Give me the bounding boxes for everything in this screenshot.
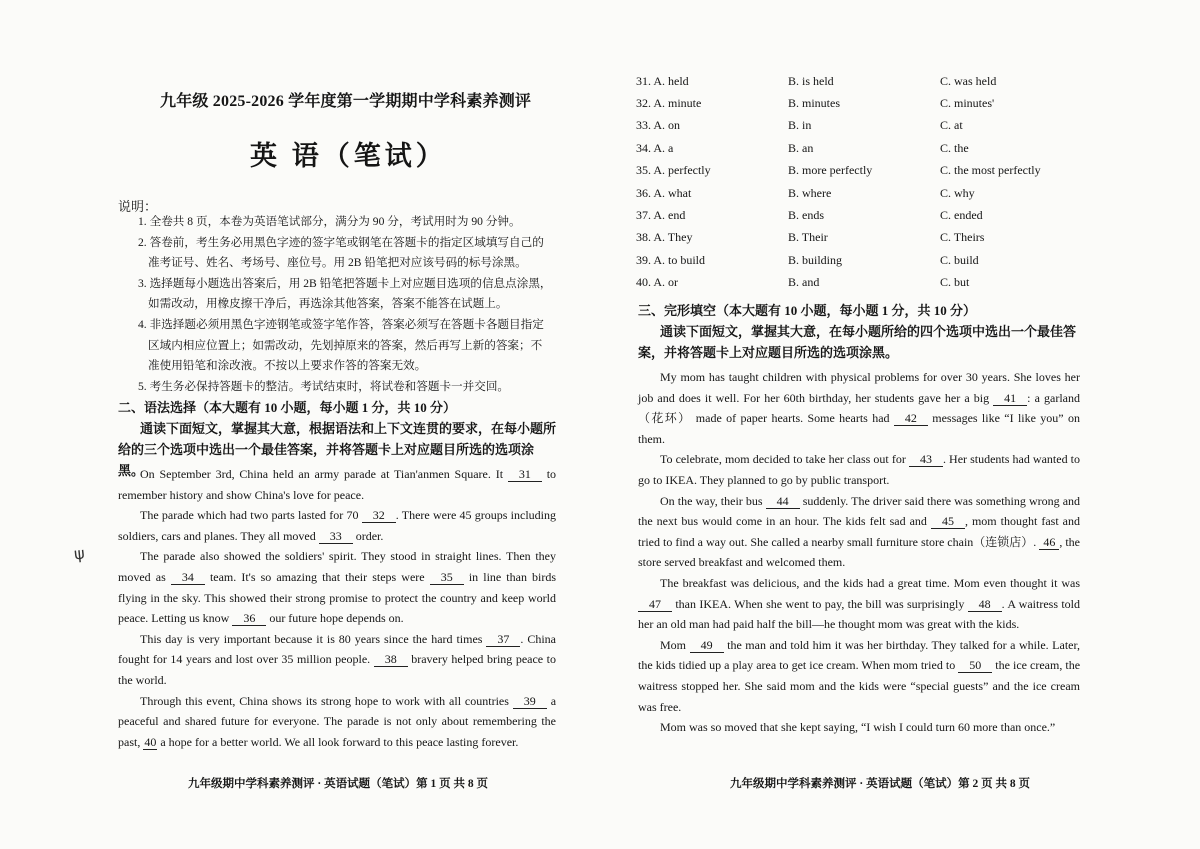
passage-text: . There were 45 groups including soldiers, cars and planes. They all moved bbox=[118, 508, 557, 543]
passage-text: the man and told him it was her birthday. They talked for a while. Later, the kids tidied up a play area to get ice cream. When mom tried to bbox=[638, 637, 1081, 673]
passage-paragraph bbox=[638, 449, 1080, 490]
passage-paragraph bbox=[118, 464, 556, 505]
option-c: C. ended bbox=[940, 208, 983, 223]
passage-text: The parade which had two parts lasted for 70 bbox=[140, 508, 359, 523]
option-c: C. why bbox=[940, 185, 975, 200]
passage-text: the ice cream, the waitress stopped her. She said mom and the kids were “special guests” and the ice cream was free. bbox=[638, 658, 1081, 714]
option-c: C. was held bbox=[940, 73, 997, 88]
blank-49: 49 bbox=[690, 638, 724, 653]
option-b: B. more perfectly bbox=[788, 163, 873, 178]
option-a: 40. A. or bbox=[636, 275, 678, 290]
passage-text: to remember history and show China's love for peace. bbox=[118, 467, 557, 502]
section-heading-cloze: 三、完形填空（本大题有 10 小题，每小题 1 分，共 10 分） bbox=[638, 303, 977, 318]
passage-text: On the way, their bus bbox=[660, 493, 763, 508]
option-b: B. minutes bbox=[788, 96, 841, 111]
note-line: 准使用铅笔和涂改液。不按以上要求作答的答案无效。 bbox=[148, 359, 427, 373]
option-b: B. is held bbox=[788, 73, 834, 88]
option-c: C. the most perfectly bbox=[940, 163, 1041, 178]
note-line: 2. 答卷前，考生务必用黑色字迹的签字笔或钢笔在答题卡的指定区域填写自己的 bbox=[138, 235, 544, 249]
passage-paragraph bbox=[638, 573, 1080, 635]
option-row bbox=[636, 182, 1156, 204]
passage-text: . China fought for 14 years and lost over 35 million people. bbox=[118, 631, 557, 667]
option-a: 34. A. a bbox=[636, 140, 674, 155]
passage-text: . A waitress told her an old man had paid half the bill—he thought mom was great with the kids. bbox=[638, 596, 1081, 632]
option-c: C. minutes' bbox=[940, 96, 995, 111]
passage-paragraph bbox=[118, 629, 556, 691]
option-b: B. Their bbox=[788, 230, 828, 245]
option-row bbox=[636, 92, 1156, 114]
option-c: C. at bbox=[940, 118, 963, 133]
passage-paragraph bbox=[118, 505, 556, 546]
blank-47: 47 bbox=[638, 597, 672, 612]
option-c: C. the bbox=[940, 140, 969, 155]
option-a: 35. A. perfectly bbox=[636, 163, 711, 178]
option-row bbox=[636, 204, 1156, 226]
passage-text: This day is very important because it is 80 years since the hard times bbox=[140, 631, 483, 646]
option-a: 33. A. on bbox=[636, 118, 681, 133]
option-row bbox=[636, 227, 1156, 249]
option-a: 39. A. to build bbox=[636, 252, 706, 267]
blank-32: 32 bbox=[362, 508, 396, 523]
blank-39: 39 bbox=[513, 694, 547, 709]
blank-33: 33 bbox=[319, 529, 353, 544]
passage-text: suddenly. The driver said there was something wrong and the next bus would come in an hour. The kids felt sad and bbox=[638, 493, 1081, 529]
blank-48: 48 bbox=[968, 597, 1002, 612]
blank-37: 37 bbox=[486, 632, 520, 647]
option-c: C. build bbox=[940, 252, 979, 267]
option-row bbox=[636, 272, 1156, 294]
notes-title: 说明： bbox=[118, 199, 158, 214]
passage-text: On September 3rd, China held an army parade at Tian'anmen Square. It bbox=[140, 467, 504, 481]
note-line: 4. 非选择题必须用黑色字迹钢笔或签字笔作答，答案必须写在答题卡各题目指定 bbox=[138, 317, 544, 331]
passage-text: The parade also showed the soldiers' spirit. They stood in straight lines. Then they moved as bbox=[118, 549, 556, 584]
notes-list bbox=[138, 212, 558, 397]
passage-text: than IKEA. When she went to pay, the bill was surprisingly bbox=[675, 596, 965, 611]
passage-text: To celebrate, mom decided to take her class out for bbox=[660, 452, 906, 467]
passage-text: order. bbox=[355, 528, 384, 543]
passage-text: a hope for a better world. We all look forward to this peace lasting forever. bbox=[160, 734, 519, 749]
passage-paragraph bbox=[638, 635, 1080, 717]
section-instructions: 通读下面短文，掌握其大意，在每小题所给的四个选项中选出一个最佳答案，并将答题卡上对应题目所选的选项涂黑。 bbox=[638, 324, 1077, 360]
note-line: 区域内相应位置上；如需改动，先划掉原来的答案，然后再写上新的答案；不 bbox=[148, 338, 543, 352]
option-b: B. ends bbox=[788, 208, 824, 223]
passage-text: in line than birds flying in the sky. This showed their strong promise to protect the country and keep world peace. Letting us know bbox=[118, 569, 557, 626]
note-line: 3. 选择题每小题选出答案后，用 2B 铅笔把答题卡上对应题目选项的信息点涂黑， bbox=[138, 276, 552, 290]
passage-text: The breakfast was delicious, and the kids had a great time. Mom even thought it was bbox=[660, 575, 1080, 590]
option-a: 31. A. held bbox=[636, 73, 689, 88]
passage-text: Mom was so moved that she kept saying, “I wish I could turn 60 more than once.” bbox=[660, 720, 1056, 735]
passage-text: team. It's so amazing that their steps were bbox=[209, 569, 425, 584]
blank-40: 40 bbox=[144, 734, 157, 749]
option-a: 38. A. They bbox=[636, 230, 693, 245]
blank-45: 45 bbox=[931, 514, 965, 529]
blank-41: 41 bbox=[993, 391, 1027, 406]
grammar-options bbox=[636, 70, 1156, 294]
passage-paragraph bbox=[638, 367, 1080, 449]
blank-46: 46 bbox=[1039, 535, 1059, 550]
blank-50: 50 bbox=[958, 658, 992, 673]
option-row bbox=[636, 115, 1156, 137]
passage-paragraph bbox=[118, 546, 556, 628]
page-2 bbox=[600, 0, 1200, 849]
section-heading-grammar: 二、语法选择（本大题有 10 小题，每小题 1 分，共 10 分） bbox=[118, 400, 457, 415]
note-line: 准考证号、姓名、考场号、座位号。用 2B 铅笔把对应该号码的标号涂黑。 bbox=[148, 256, 527, 270]
blank-38: 38 bbox=[374, 652, 408, 667]
option-row bbox=[636, 160, 1156, 182]
page-footer: 九年级期中学科素养测评 · 英语试题（笔试）第 2 页 共 8 页 bbox=[730, 778, 1030, 790]
passage-paragraph bbox=[638, 717, 1080, 738]
cloze-passage bbox=[638, 367, 1080, 738]
option-row bbox=[636, 249, 1156, 271]
blank-34: 34 bbox=[171, 570, 205, 585]
option-row bbox=[636, 137, 1156, 159]
exam-title: 九年级 2025-2026 学年度第一学期期中学科素养测评 bbox=[160, 93, 532, 110]
passage-paragraph bbox=[118, 691, 556, 753]
note-line: 如需改动，用橡皮擦干净后，再选涂其他答案，答案不能答在试题上。 bbox=[148, 297, 508, 311]
option-c: C. Theirs bbox=[940, 230, 985, 245]
option-b: B. in bbox=[788, 118, 812, 133]
note-line: 1. 全卷共 8 页，本卷为英语笔试部分，满分为 90 分，考试用时为 90 分钟。 bbox=[138, 215, 521, 228]
option-b: B. building bbox=[788, 252, 843, 267]
blank-43: 43 bbox=[909, 452, 943, 467]
option-a: 37. A. end bbox=[636, 208, 686, 223]
grammar-passage bbox=[118, 464, 556, 752]
passage-text: Through this event, China shows its strong hope to work with all countries bbox=[140, 693, 509, 708]
page-footer: 九年级期中学科素养测评 · 英语试题（笔试）第 1 页 共 8 页 bbox=[188, 778, 488, 790]
option-b: B. and bbox=[788, 275, 820, 290]
passage-text: : a garland（花环） made of paper hearts. Some hearts had bbox=[638, 390, 1080, 426]
option-a: 32. A. minute bbox=[636, 96, 702, 111]
passage-text: bravery helped bring peace to the world. bbox=[118, 652, 556, 687]
handwritten-mark: ψ bbox=[73, 543, 86, 564]
option-a: 36. A. what bbox=[636, 185, 692, 200]
option-b: B. where bbox=[788, 185, 832, 200]
blank-42: 42 bbox=[894, 411, 928, 426]
option-row bbox=[636, 70, 1156, 92]
passage-text: a peaceful and shared future for everyone. The parade is not only about remembering the past, bbox=[118, 693, 557, 749]
note-line: 5. 考生务必保持答题卡的整洁。考试结束时，将试卷和答题卡一并交回。 bbox=[138, 379, 510, 393]
blank-44: 44 bbox=[766, 494, 800, 509]
passage-text: , mom thought fast and tried to find a way out. She called a nearby small furniture store chain（连锁店）. bbox=[638, 514, 1080, 549]
option-b: B. an bbox=[788, 140, 814, 155]
passage-paragraph bbox=[638, 491, 1080, 573]
passage-text: our future hope depends on. bbox=[269, 611, 404, 626]
passage-text: Mom bbox=[660, 637, 687, 652]
option-c: C. but bbox=[940, 275, 970, 290]
passage-text: messages like “I like you” on them. bbox=[638, 411, 1080, 446]
blank-36: 36 bbox=[232, 611, 266, 626]
subject-title: 英 语（笔试） bbox=[250, 141, 447, 171]
blank-35: 35 bbox=[430, 570, 464, 585]
section-instructions: 通读下面短文，掌握其大意，根据语法和上下文连贯的要求，在每小题所给的三个选项中选出一个最佳答案，并将答题卡上对应题目所选的选项涂黑。 bbox=[118, 421, 557, 478]
blank-31: 31 bbox=[508, 467, 542, 482]
passage-text: , the store served breakfast and welcomed them. bbox=[638, 534, 1080, 570]
passage-text: My mom has taught children with physical problems for over 30 years. She loves her job and does it well. For her 60th birthday, her students gave her a big bbox=[638, 370, 1080, 405]
passage-text: . Her students had wanted to go to IKEA. They planned to go by public transport. bbox=[638, 452, 1081, 487]
